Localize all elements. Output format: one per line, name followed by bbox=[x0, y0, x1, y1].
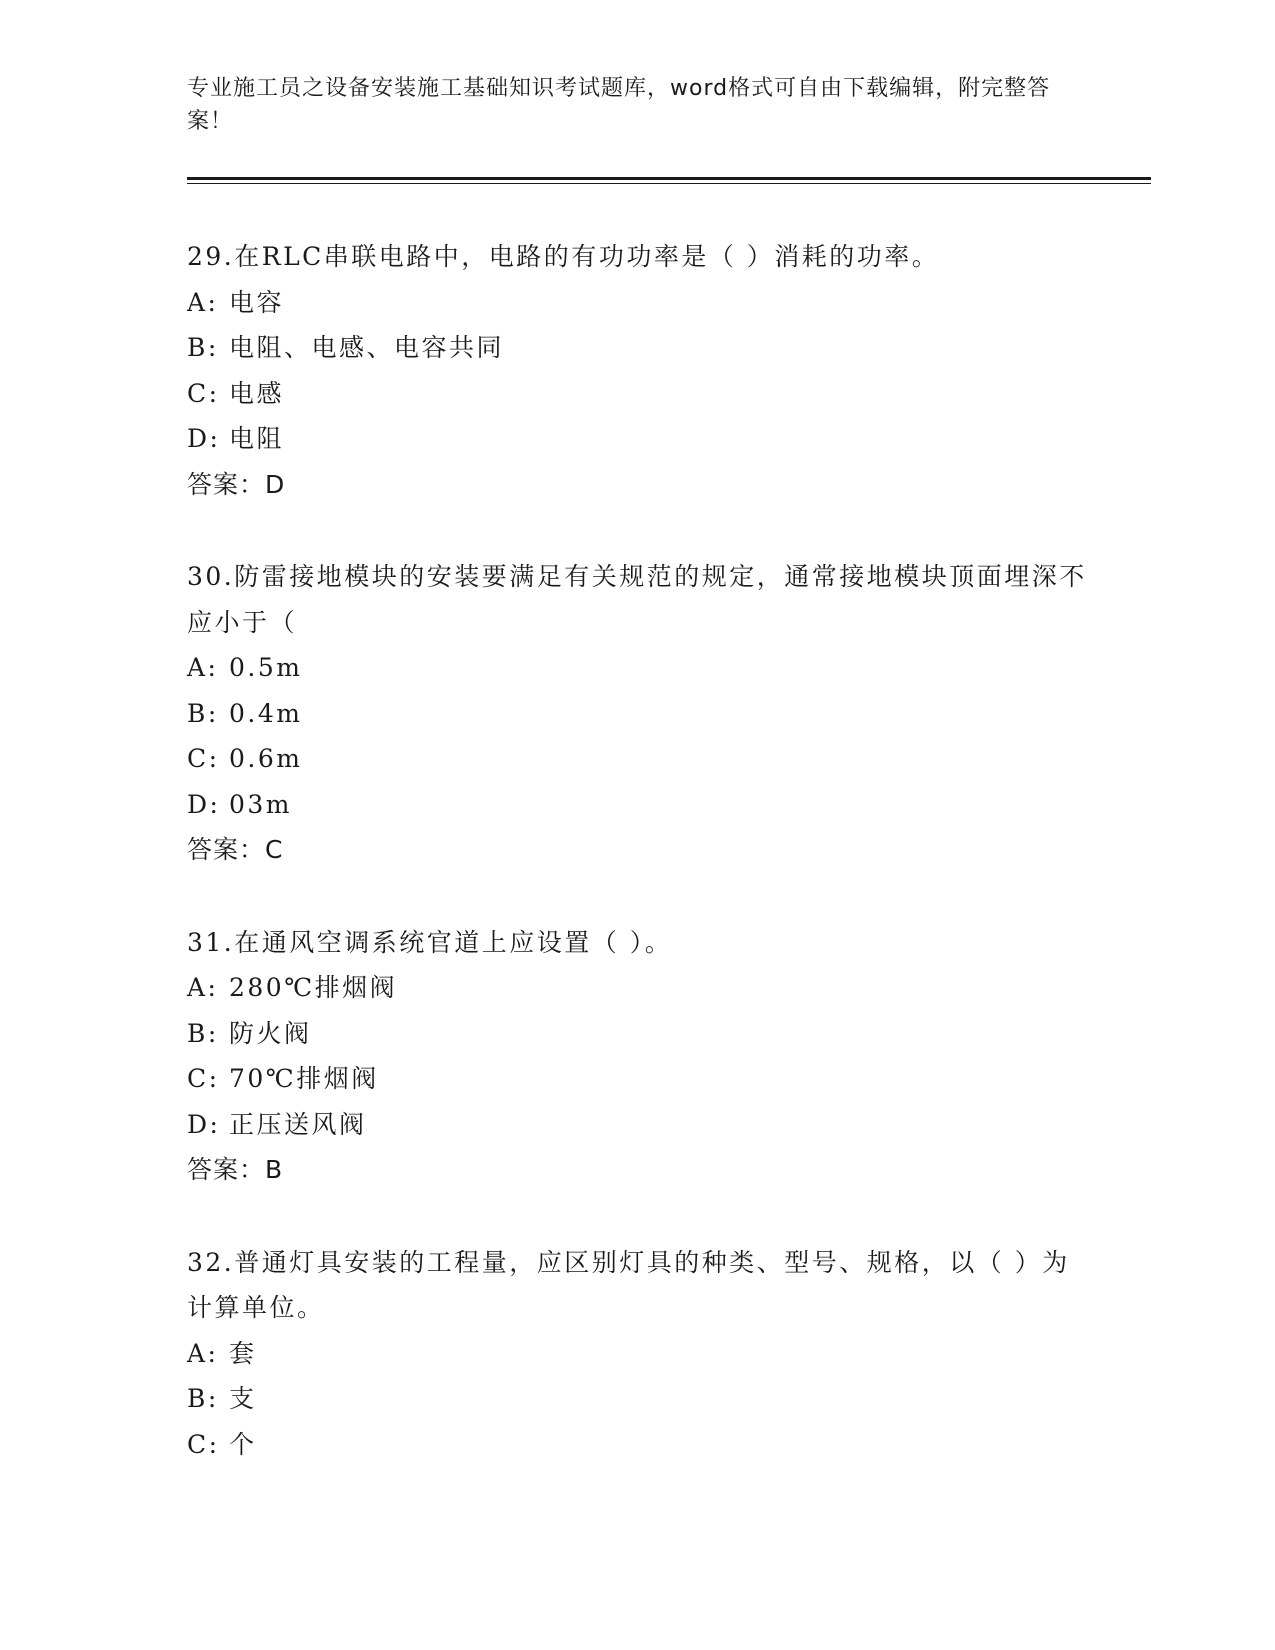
question-stem: 31.在通风空调系统官道上应设置（ ）。 bbox=[187, 927, 673, 957]
option-a bbox=[187, 965, 1087, 1011]
option-text: 电阻 bbox=[229, 424, 285, 453]
option-key: D: bbox=[187, 1109, 221, 1139]
option-text: 正压送风阀 bbox=[229, 1109, 367, 1139]
option-key: A: bbox=[187, 1338, 219, 1368]
option-b bbox=[187, 691, 1087, 737]
option-text: 支 bbox=[229, 1384, 257, 1413]
option-b bbox=[187, 1011, 1087, 1057]
question-stem: 32.普通灯具安装的工程量，应区别灯具的种类、型号、规格，以（ ）为计算单位。 bbox=[187, 1247, 1070, 1322]
option-text: 防火阀 bbox=[229, 1018, 312, 1048]
option-text: 03m bbox=[229, 789, 293, 819]
option-c bbox=[187, 736, 1087, 782]
header-rule-thin bbox=[187, 183, 1151, 184]
question-29 bbox=[187, 234, 1087, 507]
answer-line: 答案：D bbox=[187, 469, 286, 499]
option-text: 0.5m bbox=[229, 653, 303, 682]
option-c bbox=[187, 371, 1087, 417]
document-header: 专业施工员之设备安装施工基础知识考试题库，word格式可自由下载编辑，附完整答案！ bbox=[187, 76, 1051, 134]
option-key: B: bbox=[187, 1018, 219, 1048]
option-a bbox=[187, 645, 1087, 691]
option-a bbox=[187, 1331, 1087, 1377]
option-key: B: bbox=[187, 698, 219, 728]
option-text: 280℃排烟阀 bbox=[229, 973, 398, 1002]
option-key: C: bbox=[187, 1064, 220, 1093]
option-key: B: bbox=[187, 333, 219, 362]
question-30 bbox=[187, 554, 1087, 873]
option-key: A: bbox=[187, 287, 219, 317]
question-list bbox=[187, 234, 1087, 1514]
option-key: D: bbox=[187, 789, 221, 819]
option-b bbox=[187, 1376, 1087, 1422]
option-c bbox=[187, 1422, 1087, 1468]
option-text: 电容 bbox=[229, 287, 285, 317]
question-stem: 29.在RLC串联电路中，电路的有功功率是（ ）消耗的功率。 bbox=[187, 242, 940, 271]
option-key: C: bbox=[187, 378, 220, 408]
option-b bbox=[187, 325, 1087, 371]
option-d bbox=[187, 416, 1087, 462]
option-text: 套 bbox=[229, 1338, 257, 1368]
option-text: 电感 bbox=[229, 378, 285, 408]
option-key: B: bbox=[187, 1384, 219, 1413]
option-key: C: bbox=[187, 1429, 220, 1459]
option-text: 0.6m bbox=[229, 744, 303, 773]
question-31 bbox=[187, 920, 1087, 1193]
option-key: A: bbox=[187, 653, 219, 682]
question-stem: 30.防雷接地模块的安装要满足有关规范的规定，通常接地模块顶面埋深不应小于（ bbox=[187, 562, 1087, 637]
option-text: 电阻、电感、电容共同 bbox=[229, 333, 505, 362]
option-d bbox=[187, 782, 1087, 828]
option-text: 0.4m bbox=[229, 698, 303, 728]
option-text: 个 bbox=[229, 1429, 257, 1459]
header-rule-thick bbox=[187, 177, 1151, 180]
question-32 bbox=[187, 1240, 1087, 1468]
option-a bbox=[187, 280, 1087, 326]
option-key: D: bbox=[187, 424, 221, 453]
option-c bbox=[187, 1056, 1087, 1102]
option-key: C: bbox=[187, 744, 220, 773]
answer-line: 答案：B bbox=[187, 1155, 284, 1184]
option-d bbox=[187, 1102, 1087, 1148]
answer-line: 答案：C bbox=[187, 835, 284, 864]
option-text: 70℃排烟阀 bbox=[229, 1064, 379, 1093]
option-key: A: bbox=[187, 973, 219, 1002]
